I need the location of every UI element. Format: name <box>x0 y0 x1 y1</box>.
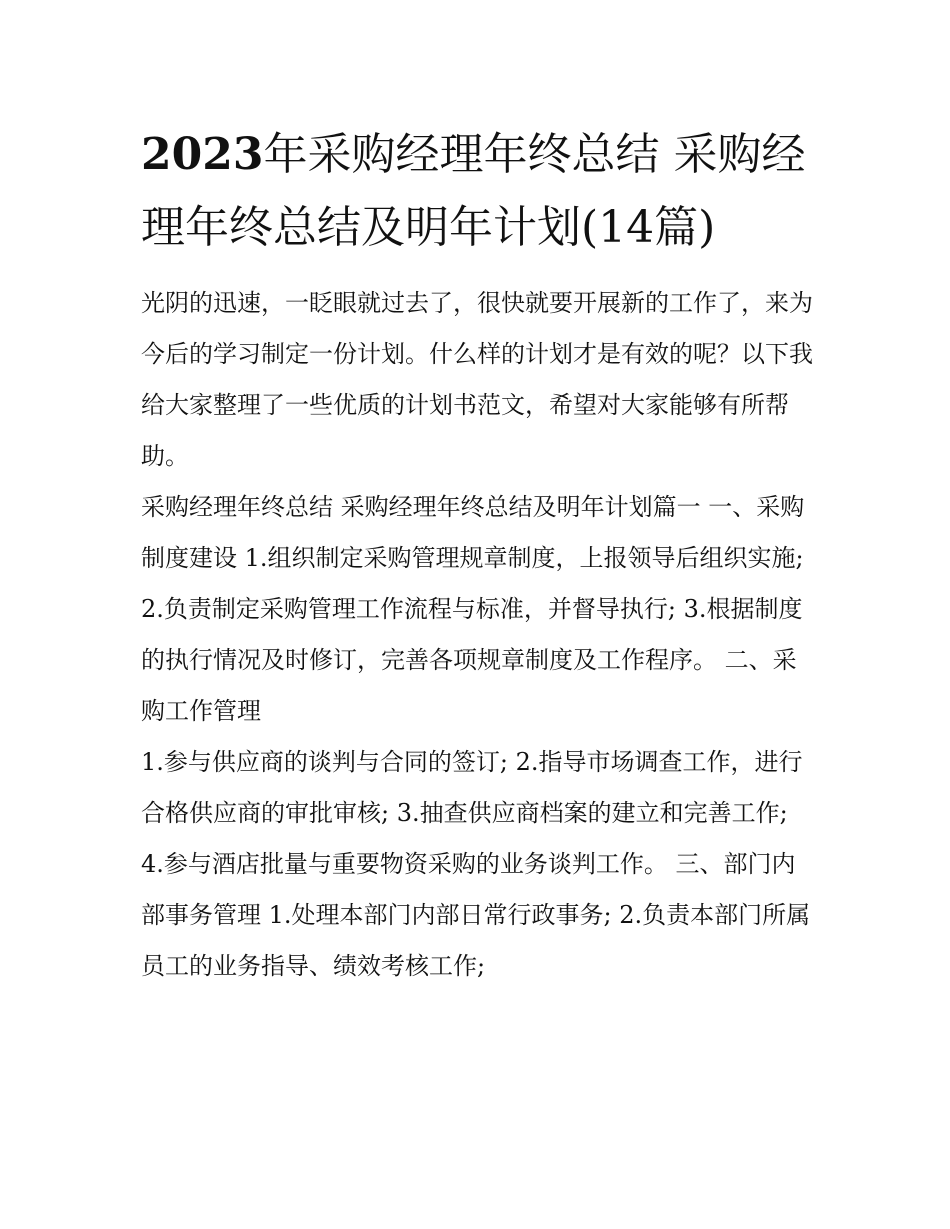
section-paragraph-2: 2.负责制定采购管理工作流程与标准，并督导执行; 3.根据制度的执行情况及时修订，完善各项规章制度及工作程序。 二、采购工作管理 <box>141 595 803 725</box>
section-paragraph-1: 采购经理年终总结 采购经理年终总结及明年计划篇一 一、采购制度建设 1.组织制定采购管理规章制度，上报领导后组织实施; <box>141 493 805 572</box>
section-paragraph-3: 1.参与供应商的谈判与合同的签订; 2.指导市场调查工作，进行合格供应商的审批审核; 3.抽查供应商档案的建立和完善工作; 4.参与酒店批量与重要物资采购的业务谈判工作。 三、部门内部事务管理 1.处理本部门内部日常行政事务; 2.负责本部门所属员工的业务指导、绩效考核工作; <box>141 748 811 980</box>
title-text: 年采购经理年终总结 采购经理年终总结及明年计划(14篇) <box>141 129 806 253</box>
intro-paragraph: 光阴的迅速，一眨眼就过去了，很快就要开展新的工作了，来为今后的学习制定一份计划。什么样的计划才是有效的呢？以下我给大家整理了一些优质的计划书范文，希望对大家能够有所帮助。 <box>141 289 813 470</box>
title-year: 2023 <box>141 129 264 180</box>
document-page <box>141 118 813 992</box>
document-title <box>141 118 813 264</box>
